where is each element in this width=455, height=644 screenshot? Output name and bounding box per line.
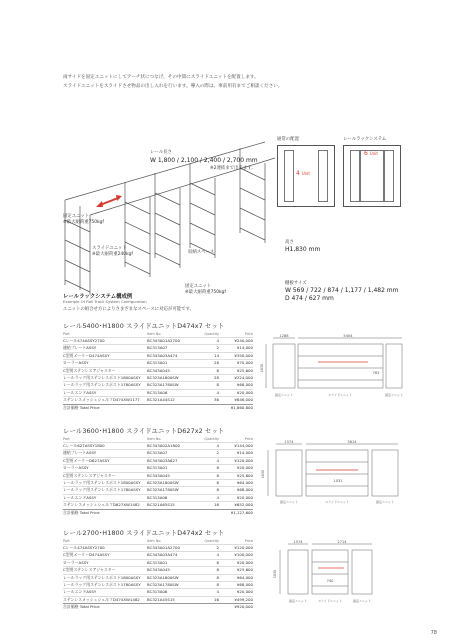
cell-qty: 4	[203, 443, 219, 450]
rail-system-label: レールラックシステム	[343, 137, 387, 142]
cell-part: C型用ステンレスアジャスター	[63, 472, 147, 479]
fp2-mid-dim: 1031	[333, 479, 343, 483]
cell-price: ¥499,200	[219, 596, 253, 603]
cell-qty: 4	[203, 338, 219, 345]
table-row	[63, 382, 253, 389]
fp1-label-right: 固定ユニット	[385, 393, 403, 397]
rail-length-label: レール長さ	[150, 150, 172, 155]
cell-price: ¥20,000	[219, 559, 253, 566]
cell-part: C型用メーリーD627ASSY	[63, 457, 147, 464]
table-row	[63, 443, 253, 450]
cell-qty: 8	[203, 487, 219, 494]
fp3-width-dim: 2714	[337, 540, 347, 544]
cell-item: BC313A07	[147, 450, 203, 457]
cell-item: BC323A1800SW	[147, 480, 203, 487]
cell-price: ¥350,000	[219, 352, 253, 359]
fp1-height-dim: 1830	[260, 363, 264, 373]
rail-units-word: Unit	[369, 151, 378, 156]
fp1-width-dim: 5404	[343, 334, 353, 338]
normal-units-word: Unit	[301, 171, 310, 176]
section-1-title: レール5400･H1800 スライドユニットD474x7 セット	[63, 322, 225, 330]
fp1-left-dim: 1288	[279, 334, 289, 338]
total-price: ¥920,000	[219, 604, 253, 611]
total-label: 合計価格 Total Price	[63, 404, 147, 411]
rail-system-count	[364, 150, 378, 157]
cell-item: BC313A07	[147, 345, 203, 352]
caption-note: ユニットの組合せ方によりさまざまなスペースに対応が可能です。	[63, 307, 194, 312]
col-part: Part	[63, 437, 70, 441]
table-row	[63, 480, 253, 487]
cell-qty: 14	[203, 352, 219, 359]
cell-part: ローラーASSY	[63, 559, 147, 566]
cell-item: BC343A045	[147, 472, 203, 479]
cell-qty: 4	[203, 589, 219, 596]
table-row	[63, 397, 253, 404]
col-item: Item No.	[147, 437, 162, 441]
fp3-label-right: 固定ユニット	[353, 599, 371, 603]
fp1-mid-dim: 783	[372, 371, 380, 375]
cell-price: ¥70,000	[219, 360, 253, 367]
cell-price: ¥25,600	[219, 367, 253, 374]
cell-part: レールラック用ステンレスポスト1780ASSY	[63, 487, 147, 494]
cell-price: ¥64,000	[219, 574, 253, 581]
normal-layout-diagram	[277, 145, 335, 207]
cell-part: レールラック用ステンレスポスト1780ASSY	[63, 382, 147, 389]
cell-qty: 8	[203, 367, 219, 374]
cell-part: レールエンドASSY	[63, 494, 147, 501]
table-row	[63, 465, 253, 472]
cell-qty: 8	[203, 559, 219, 566]
cell-item: BC343A02A1800	[147, 443, 203, 450]
fp3-mid-dim: 740	[326, 579, 334, 583]
cell-qty: 4	[203, 494, 219, 501]
table-row	[63, 552, 253, 559]
col-price: Price	[244, 539, 253, 543]
slide-unit-load: ※最大耐荷重240kgf	[92, 252, 133, 257]
cell-item: BC343A01A2700	[147, 545, 203, 552]
cell-qty: 36	[203, 397, 219, 404]
col-item: Item No.	[147, 539, 162, 543]
cell-part: レールエンドASSY	[63, 389, 147, 396]
cell-qty: 16	[203, 502, 219, 509]
fp3-left-dim: 1574	[293, 540, 303, 544]
cell-item: BC323A1800SW	[147, 375, 203, 382]
cell-part: ステンレスメッシュシェルフD627XW1482	[63, 502, 147, 509]
normal-layout-count	[296, 170, 310, 177]
table-row	[63, 450, 253, 457]
total-row	[63, 604, 253, 611]
cell-item: BC313A06	[147, 389, 203, 396]
normal-units-number: 4	[296, 170, 300, 177]
cell-qty: 4	[203, 457, 219, 464]
normal-rack-left	[284, 150, 294, 202]
cell-item: BC321A44S12	[147, 397, 203, 404]
cell-price: ¥120,000	[219, 545, 253, 552]
col-part: Part	[63, 332, 70, 336]
table-row	[63, 567, 253, 574]
cell-part: C型用ステンレスアジャスター	[63, 567, 147, 574]
intro-line-1: 両サイドを固定ユニットにしてアーチ状につなげ、その中間にスライドユニットを配置します。	[63, 75, 259, 80]
cell-item: BC313A01	[147, 360, 203, 367]
fixed-unit-load: ※最大耐荷重750kgf	[63, 220, 104, 225]
cell-part: レールエンドASSY	[63, 589, 147, 596]
rail-rack-mid	[360, 150, 384, 202]
cell-part: Cレール474ASSY2700	[63, 545, 147, 552]
cell-item: BC323A1800SW	[147, 574, 203, 581]
fp2-height-dim: 1830	[261, 469, 265, 479]
fixed-unit2-label: 固定ユニット	[185, 284, 212, 289]
cell-item: BC343A045	[147, 367, 203, 374]
cell-price: ¥20,000	[219, 494, 253, 501]
intro-text	[63, 73, 423, 91]
table-row	[63, 596, 253, 603]
section-3-title: レール2700･H1800 スライドユニットD474x2 セット	[63, 529, 225, 537]
col-qty: Quantity	[204, 437, 219, 441]
cell-item: BC321A65S15	[147, 502, 203, 509]
cell-price: ¥68,000	[219, 582, 253, 589]
shelf-size-depth: D 474 / 627 mm	[285, 295, 334, 302]
col-part: Part	[63, 539, 70, 543]
cell-price: ¥20,000	[219, 389, 253, 396]
cell-item: BC343A045	[147, 567, 203, 574]
cell-item: BC343A03A627	[147, 457, 203, 464]
cell-qty: 8	[203, 465, 219, 472]
caption-title: レールラックシステム構成例	[63, 294, 133, 300]
section-2-title: レール3600･H1800 スライドユニットD627x2 セット	[63, 427, 225, 435]
cell-part: レールラック用ステンレスポスト1800ASSY	[63, 375, 147, 382]
cell-item: BC323A1780SW	[147, 582, 203, 589]
fixed-unit-label: 固定ユニット	[63, 214, 90, 219]
fp3-height-dim: 1830	[273, 569, 277, 579]
cell-part: Cレール627ASSY1800	[63, 443, 147, 450]
table-row	[63, 545, 253, 552]
cell-item: BC321A45S15	[147, 596, 203, 603]
fp2-left-dim: 1574	[284, 440, 294, 444]
cell-qty: 4	[203, 552, 219, 559]
fp2-label-left: 固定ユニット	[280, 500, 298, 504]
rail-rack-right	[384, 150, 394, 202]
cell-qty: 2	[203, 345, 219, 352]
cell-qty: 8	[203, 480, 219, 487]
cell-part: レールラック用ステンレスポスト1780ASSY	[63, 582, 147, 589]
cell-part: ステンレスメッシュシェルフD474XW1177	[63, 397, 147, 404]
caption-sub: Example Of Rail Track System Configuration	[63, 299, 147, 304]
cell-item: BC343A03A474	[147, 552, 203, 559]
cell-price: ¥64,000	[219, 480, 253, 487]
cell-part: ローラーASSY	[63, 360, 147, 367]
table-row	[63, 589, 253, 596]
total-label: 合計価格 Total Price	[63, 604, 147, 611]
table-row	[63, 367, 253, 374]
cell-item: BC313A06	[147, 589, 203, 596]
cell-qty: 2	[203, 545, 219, 552]
table-row	[63, 338, 253, 345]
cell-part: ローラーASSY	[63, 465, 147, 472]
storage-space-label: 収納スペース	[188, 250, 215, 255]
section-1-floorplan	[258, 334, 408, 402]
total-label: 合計価格 Total Price	[63, 509, 147, 516]
table-row	[63, 360, 253, 367]
rail-units-number: 6	[364, 150, 368, 157]
cell-price: ¥25,600	[219, 567, 253, 574]
col-item: Item No.	[147, 332, 162, 336]
table-row	[63, 559, 253, 566]
cell-part: 連結プレートASSY	[63, 345, 147, 352]
fp1-label-mid: スライドユニット	[328, 393, 352, 397]
col-price: Price	[244, 332, 253, 336]
rail-length-values: W 1,800 / 2,100 / 2,400 / 2,700 mm	[150, 157, 258, 164]
cell-part: C型用ステンレスアジャスター	[63, 367, 147, 374]
cell-qty: 8	[203, 382, 219, 389]
table-row	[63, 494, 253, 501]
cell-item: BC323A1780SW	[147, 382, 203, 389]
cell-qty: 28	[203, 375, 219, 382]
shelf-size-values: W 569 / 722 / 874 / 1,177 / 1,482 mm	[285, 287, 399, 294]
cell-price: ¥846,000	[219, 397, 253, 404]
table-row	[63, 487, 253, 494]
cell-qty: 8	[203, 574, 219, 581]
cell-price: ¥14,000	[219, 345, 253, 352]
rail-rack-left	[350, 150, 360, 202]
section-1-table	[63, 331, 253, 411]
col-qty: Quantity	[204, 539, 219, 543]
cell-price: ¥224,000	[219, 375, 253, 382]
total-price: ¥1,127,600	[219, 509, 253, 516]
cell-qty: 4	[203, 389, 219, 396]
cell-price: ¥144,000	[219, 443, 253, 450]
cell-item: BC343A03A474	[147, 352, 203, 359]
cell-price: ¥652,000	[219, 502, 253, 509]
normal-rack-right	[318, 150, 328, 202]
table-row	[63, 574, 253, 581]
section-3-floorplan	[258, 540, 408, 608]
fp1-label-left: 固定ユニット	[275, 393, 293, 397]
height-label: 高さ	[285, 240, 294, 245]
cell-price: ¥20,000	[219, 589, 253, 596]
cell-part: 連結プレートASSY	[63, 450, 147, 457]
cell-item: BC323A1780SW	[147, 487, 203, 494]
cell-item: BC313A01	[147, 465, 203, 472]
cell-qty: 16	[203, 596, 219, 603]
cell-item: BC313A01	[147, 559, 203, 566]
cell-price: ¥14,000	[219, 450, 253, 457]
cell-price: ¥25,600	[219, 472, 253, 479]
cell-part: C型用メーリーD474ASSY	[63, 352, 147, 359]
fp2-label-right: 固定ユニット	[376, 500, 394, 504]
slide-unit-label: スライドユニット	[92, 246, 127, 251]
cell-price: ¥100,000	[219, 552, 253, 559]
intro-line-2: スライドユニットをスライドさせ物品の出し入れを行います。導入の際は、事前用有までご相談ください。	[63, 84, 283, 89]
col-price: Price	[244, 437, 253, 441]
cell-part: レールラック用ステンレスポスト1800ASSY	[63, 480, 147, 487]
section-3-table	[63, 538, 253, 611]
total-row	[63, 404, 253, 411]
table-row	[63, 472, 253, 479]
cell-part: Cレール474ASSY2700	[63, 338, 147, 345]
cell-qty: 8	[203, 567, 219, 574]
fp2-width-dim: 3614	[347, 440, 357, 444]
table-row	[63, 502, 253, 509]
total-price: ¥1,860,800	[219, 404, 253, 411]
fp3-label-left: 固定ユニット	[289, 599, 307, 603]
cell-item: BC343A01A2700	[147, 338, 203, 345]
cell-price: ¥120,000	[219, 457, 253, 464]
total-row	[63, 509, 253, 516]
fp3-label-mid: スライドユニット	[318, 599, 342, 603]
fp2-label-mid: スライドユニット	[325, 500, 349, 504]
shelf-size-label: 棚板サイズ	[285, 281, 307, 286]
table-row	[63, 457, 253, 464]
table-row	[63, 375, 253, 382]
cell-qty: 2	[203, 450, 219, 457]
height-value: H1,830 mm	[285, 246, 321, 253]
cell-qty: 8	[203, 472, 219, 479]
cell-qty: 28	[203, 360, 219, 367]
table-row	[63, 582, 253, 589]
cell-price: ¥68,000	[219, 382, 253, 389]
section-2-floorplan	[258, 440, 408, 508]
table-row	[63, 389, 253, 396]
normal-layout-label: 通常の配置	[277, 137, 299, 142]
cell-price: ¥68,000	[219, 487, 253, 494]
cell-qty: 8	[203, 582, 219, 589]
rail-system-diagram	[343, 145, 401, 207]
cell-item: BC313A06	[147, 494, 203, 501]
rail-length-note: ※2連結まで出来ます。	[210, 166, 256, 171]
cell-part: C型用メーリーD474ASSY	[63, 552, 147, 559]
table-row	[63, 352, 253, 359]
cell-price: ¥240,000	[219, 338, 253, 345]
table-row	[63, 345, 253, 352]
cell-part: レールラック用ステンレスポスト1800ASSY	[63, 574, 147, 581]
fixed-unit2-load: ※最大耐荷重750kgf	[185, 290, 226, 295]
cell-price: ¥20,000	[219, 465, 253, 472]
section-2-table	[63, 436, 253, 516]
page-number: 78	[430, 630, 437, 636]
col-qty: Quantity	[204, 332, 219, 336]
cell-part: ステンレスメッシュシェルフD474XW1482	[63, 596, 147, 603]
